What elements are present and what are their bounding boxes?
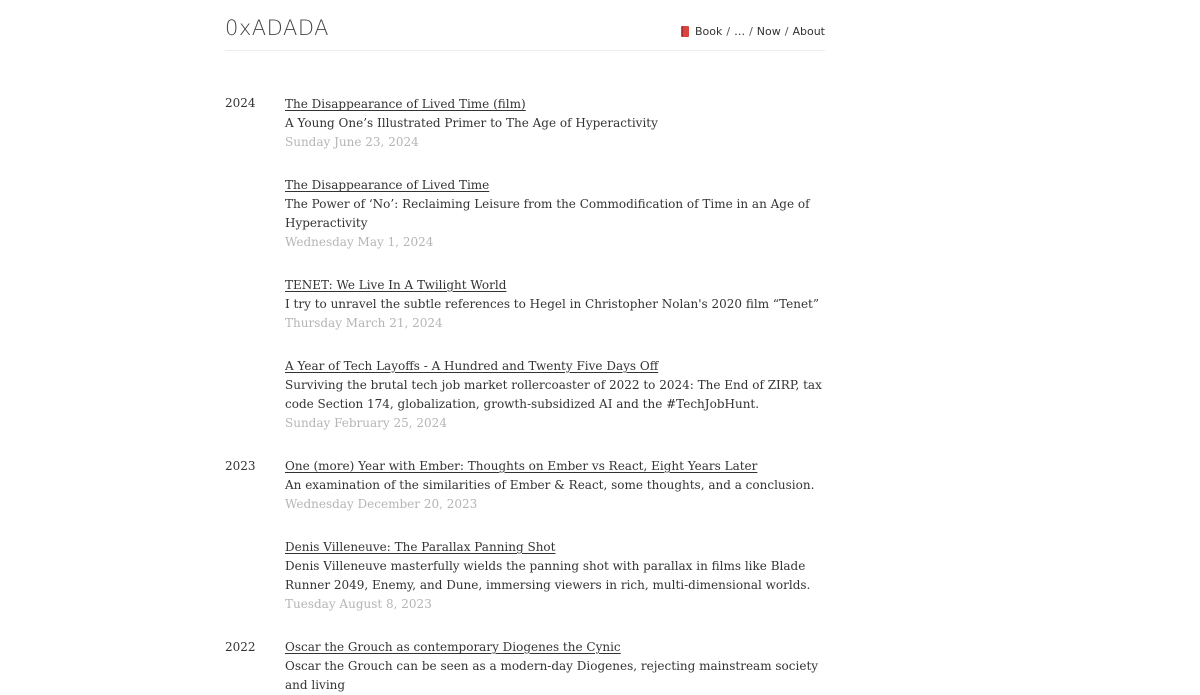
post-date: Sunday June 23, 2024 xyxy=(285,135,419,149)
nav-separator: / xyxy=(784,25,789,38)
post-date: Wednesday December 20, 2023 xyxy=(285,497,478,511)
post-description: An examination of the similarities of Ember & React, some thoughts, and a conclusion. xyxy=(285,478,815,492)
post-description: Surviving the brutal tech job market rollercoaster of 2022 to 2024: The End of ZIRP, tax code Section 174, globalization, growth-subsidized AI and the #TechJobHunt. xyxy=(285,378,822,411)
post-description: I try to unravel the subtle references to Hegel in Christopher Nolan's 2020 film “Tenet” xyxy=(285,297,819,311)
post-title-link[interactable]: Oscar the Grouch as contemporary Diogenes the Cynic xyxy=(285,640,621,654)
nav-separator: / xyxy=(726,25,731,38)
book-icon xyxy=(681,26,689,37)
post-title-link[interactable]: Denis Villeneuve: The Parallax Panning Shot xyxy=(285,540,556,554)
nav-book-link[interactable]: Book xyxy=(694,25,723,38)
post-item xyxy=(285,276,825,333)
nav-about-link[interactable]: About xyxy=(792,25,825,38)
post-title-link[interactable]: TENET: We Live In A Twilight World xyxy=(285,278,507,292)
year-label-2024: 2024 xyxy=(225,96,256,110)
year-label-2023: 2023 xyxy=(225,459,256,473)
nav-now-link[interactable]: Now xyxy=(756,25,781,38)
post-item xyxy=(285,457,825,514)
post-date: Wednesday May 1, 2024 xyxy=(285,235,434,249)
post-description: Denis Villeneuve masterfully wields the panning shot with parallax in films like Blade Runner 2049, Enemy, and Dune, immersing viewers in rich, multi-dimensional worlds. xyxy=(285,559,811,592)
post-date: Sunday February 25, 2024 xyxy=(285,416,447,430)
post-item xyxy=(285,638,825,695)
post-title-link[interactable]: The Disappearance of Lived Time (film) xyxy=(285,97,526,111)
post-item xyxy=(285,357,825,433)
top-nav xyxy=(681,25,825,38)
post-item xyxy=(285,95,825,152)
post-description: The Power of ‘No’: Reclaiming Leisure from the Commodification of Time in an Age of Hyperactivity xyxy=(285,197,810,230)
site-title-link[interactable]: 0xADADA xyxy=(225,16,329,40)
nav-ellipsis-link[interactable]: … xyxy=(734,25,746,38)
post-description: A Young One’s Illustrated Primer to The Age of Hyperactivity xyxy=(285,116,658,130)
year-label-2022: 2022 xyxy=(225,640,256,654)
post-item xyxy=(285,538,825,614)
site-header xyxy=(225,0,825,51)
post-title-link[interactable]: One (more) Year with Ember: Thoughts on Ember vs React, Eight Years Later xyxy=(285,459,758,473)
post-description: Oscar the Grouch can be seen as a modern-day Diogenes, rejecting mainstream society and living xyxy=(285,659,819,692)
post-title-link[interactable]: A Year of Tech Layoffs - A Hundred and Twenty Five Days Off xyxy=(285,359,659,373)
post-item xyxy=(285,176,825,252)
post-date: Thursday March 21, 2024 xyxy=(285,316,443,330)
nav-separator: / xyxy=(749,25,753,38)
post-title-link[interactable]: The Disappearance of Lived Time xyxy=(285,178,490,192)
post-date: Tuesday August 8, 2023 xyxy=(285,597,432,611)
